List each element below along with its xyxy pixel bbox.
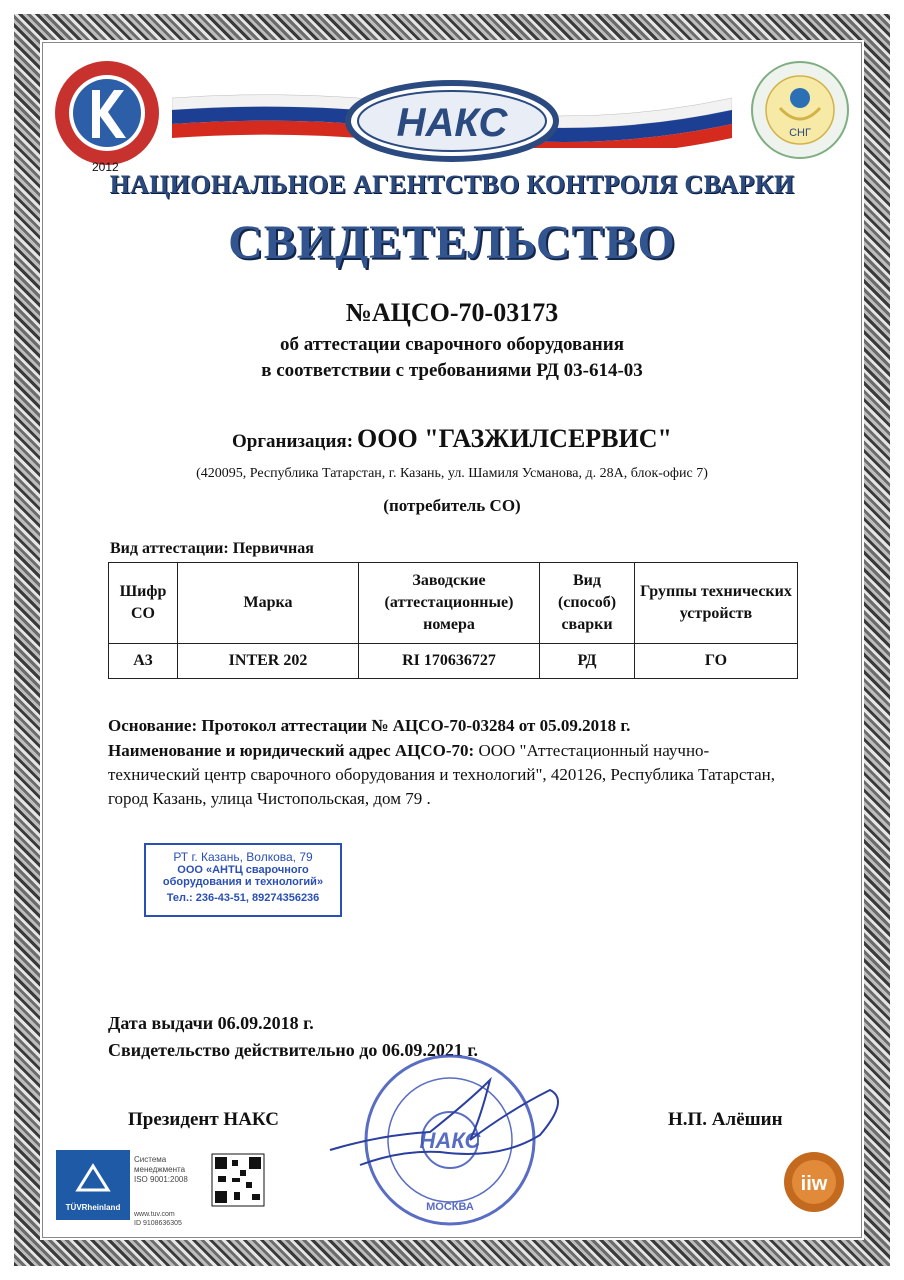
cell-brand: INTER 202 <box>178 644 359 679</box>
signer-name: Н.П. Алёшин <box>668 1109 783 1130</box>
column-header-groups: Группы технических устройств <box>635 563 798 644</box>
cell-method: РД <box>540 644 635 679</box>
attestation-type: Вид аттестации: Первичная <box>110 540 314 557</box>
naks-logo <box>345 80 559 162</box>
organization-label: Организация: <box>232 431 354 452</box>
agency-name: НАЦИОНАЛЬНОЕ АГЕНТСТВО КОНТРОЛЯ СВАРКИ <box>109 170 795 199</box>
basis-protocol: Основание: Протокол аттестации № АЦСО-70-03284 от 05.09.2018 г. <box>108 716 631 735</box>
svg-text:ISO 9001:2008: ISO 9001:2008 <box>134 1175 188 1184</box>
column-header-serial: Заводские (аттестационные) номера <box>359 563 540 644</box>
subtitle-line-2: в соответствии с требованиями РД 03-614-03 <box>261 360 643 381</box>
attestation-center <box>108 739 798 811</box>
table-row <box>109 644 798 679</box>
award-year: 2012 <box>92 160 119 174</box>
cell-serial: RI 170636727 <box>359 644 540 679</box>
column-header-method: Вид (способ) сварки <box>540 563 635 644</box>
svg-text:iiw: iiw <box>800 1173 828 1195</box>
cell-groups: ГО <box>635 644 798 679</box>
stamp-line-1: РТ г. Казань, Волкова, 79 <box>173 850 313 864</box>
iiw-logo <box>782 1150 846 1214</box>
certificate-number: №АЦСО-70-03173 <box>345 298 559 327</box>
cell-code: А3 <box>109 644 178 679</box>
column-header-brand: Марка <box>178 563 359 644</box>
column-header-code: Шифр СО <box>109 563 178 644</box>
president-label: Президент НАКС <box>128 1109 279 1130</box>
naks-logo-text: НАКС <box>396 101 508 145</box>
svg-text:СНГ: СНГ <box>789 127 811 139</box>
svg-text:Система: Система <box>134 1155 167 1164</box>
svg-text:ID 9108636305: ID 9108636305 <box>134 1220 182 1227</box>
rectangular-stamp <box>144 843 342 917</box>
organization-address: (420095, Республика Татарстан, г. Казань, ул. Шамиля Усманова, д. 28А, блок-офис 7) <box>196 466 708 481</box>
stamp-line-3: оборудования и технологий» <box>162 876 324 888</box>
center-text: ООО "Аттестационный научно-технический центр сварочного оборудования и технологий", 420126, Республика Татарстан, город Казань, улица Чистопольская, дом 79 . <box>108 741 775 808</box>
cis-seal <box>750 60 850 160</box>
signature <box>330 1080 558 1165</box>
svg-text:TÜVRheinland: TÜVRheinland <box>65 1203 121 1212</box>
stamp-line-2: ООО «АНТЦ сварочного <box>177 864 309 876</box>
valid-until: Свидетельство действительно до 06.09.2021 г. <box>108 1040 479 1060</box>
equipment-table <box>108 562 798 679</box>
quality-award-seal <box>52 58 162 168</box>
center-label: Наименование и юридический адрес АЦСО-70: <box>108 741 475 760</box>
tuv-certification-badge <box>56 1150 272 1228</box>
svg-text:менеджмента: менеджмента <box>134 1165 186 1174</box>
qr-code <box>212 1154 264 1206</box>
stamp-line-4: Тел.: 236-43-51, 89274356236 <box>166 892 320 904</box>
document-title: СВИДЕТЕЛЬСТВО <box>228 216 676 269</box>
subtitle-line-1: об аттестации сварочного оборудования <box>280 334 624 355</box>
organization-row <box>0 424 904 454</box>
issue-date: Дата выдачи 06.09.2018 г. <box>108 1013 314 1033</box>
round-stamp-center: НАКС <box>419 1128 481 1153</box>
organization-name: ООО "ГАЗЖИЛСЕРВИС" <box>357 424 672 453</box>
organization-role: (потребитель СО) <box>383 496 521 515</box>
round-stamp-city: МОСКВА <box>426 1201 474 1213</box>
round-seal-stamp <box>320 1040 580 1240</box>
svg-text:www.tuv.com: www.tuv.com <box>134 1211 175 1218</box>
table-header-row <box>109 563 798 644</box>
